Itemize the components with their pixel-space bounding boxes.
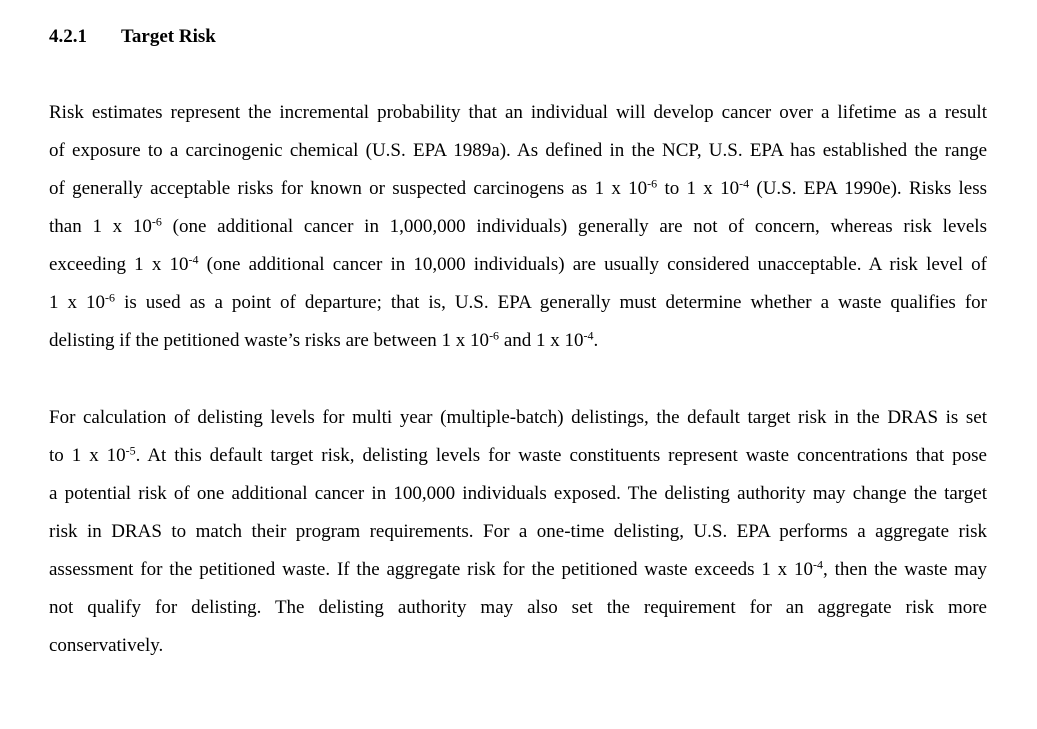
exponent: -6 [151, 214, 162, 229]
text-line: of generally acceptable risks for known or suspected carcinogens as 1 x $10^{-6}$ to 1 x $10^{-4}$ (U.S. EPA 1990e). Risks less [49, 176, 988, 199]
exponent: -4 [583, 328, 594, 343]
text-line: 1 x $10^{-6}$ is used as a point of departure; that is, U.S. EPA generally must determine whether a waste qualifies for [49, 290, 987, 313]
paragraph-delisting-levels [49, 399, 987, 665]
text-line: For calculation of delisting levels for multi year (multiple-batch) delistings, the default target risk in the DRAS is set [49, 407, 987, 428]
text-line: than 1 x $10^{-6}$ (one additional cancer in 1,000,000 individuals) generally are not of concern, whereas risk levels [49, 214, 987, 237]
text-line: not qualify for delisting. The delisting authority may also set the requirement for an aggregate risk more [49, 597, 987, 618]
exponent: -5 [125, 443, 136, 458]
section-title: Target Risk [121, 26, 216, 47]
text-line: risk in DRAS to match their program requirements. For a one-time delisting, U.S. EPA performs a aggregate risk [49, 521, 987, 542]
text-line: conservatively. [49, 635, 164, 656]
text-line: of exposure to a carcinogenic chemical (U.S. EPA 1989a). As defined in the NCP, U.S. EPA has established the range [49, 140, 987, 161]
exponent: -6 [489, 328, 500, 343]
text-line: Risk estimates represent the incremental probability that an individual will develop cancer over a lifetime as a result [49, 102, 987, 123]
text-line: exceeding 1 x $10^{-4}$ (one additional cancer in 10,000 individuals) are usually considered unacceptable. A risk level of [49, 252, 987, 275]
section-number: 4.2.1 [49, 26, 87, 47]
section-heading [49, 25, 216, 49]
exponent: -4 [188, 252, 199, 267]
exponent: -4 [813, 557, 824, 572]
exponent: -6 [105, 290, 116, 305]
text-line: a potential risk of one additional cancer in 100,000 individuals exposed. The delisting authority may change the target [49, 483, 987, 504]
paragraph-risk-estimates [49, 94, 987, 360]
text-line: delisting if the petitioned waste’s risks are between 1 x $10^{-6}$ and 1 x $10^{-4}$. [49, 328, 599, 351]
text-line: to 1 x $10^{-5}$. At this default target risk, delisting levels for waste constituents represent waste concentrations that pose [49, 443, 987, 466]
exponent: -6 [647, 176, 658, 191]
text-line: assessment for the petitioned waste. If the aggregate risk for the petitioned waste exceeds 1 x $10^{-4}$, then the waste may [49, 557, 987, 580]
exponent: -4 [739, 176, 750, 191]
